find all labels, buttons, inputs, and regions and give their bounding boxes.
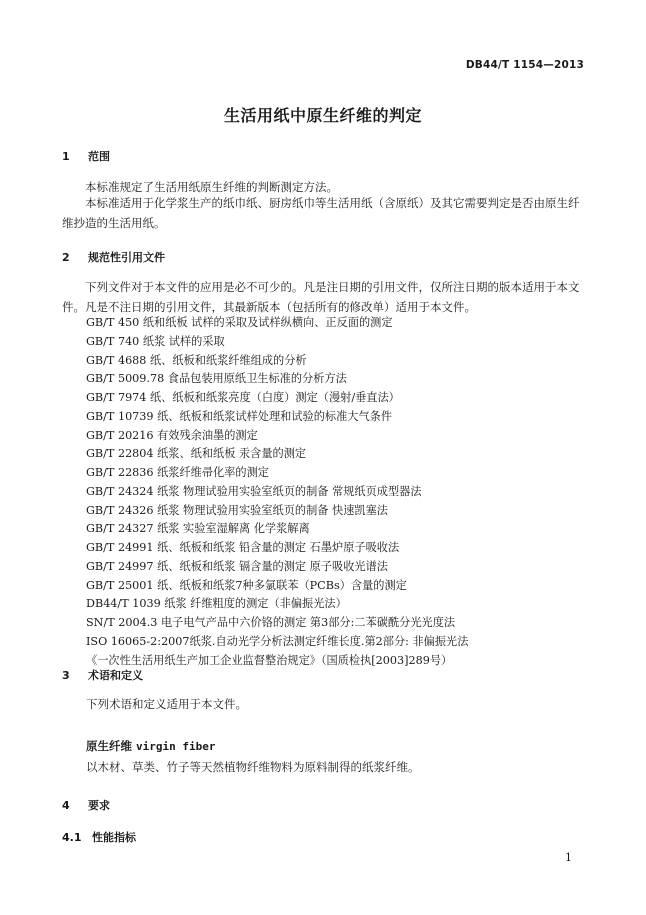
reference-item: ISO 16065-2:2007纸浆.自动光学分析法测定纤维长度.第2部分: 非偏振光法: [86, 634, 469, 648]
section-title: 性能指标: [92, 831, 136, 844]
term-english: virgin fiber: [136, 740, 216, 753]
reference-item: GB/T 22804 纸浆、纸和纸板 汞含量的测定: [86, 447, 307, 461]
reference-item: GB/T 740 纸浆 试样的采取: [86, 334, 225, 348]
page-number: 1: [565, 851, 572, 864]
reference-item: GB/T 24327 纸浆 实验室湿解离 化学浆解离: [86, 522, 310, 536]
reference-item: GB/T 24997 纸、纸板和纸浆 镉含量的测定 原子吸收光谱法: [86, 559, 388, 573]
reference-item: GB/T 22836 纸浆纤维帚化率的测定: [86, 466, 269, 479]
reference-item: GB/T 24991 纸、纸板和纸浆 铅含量的测定 石墨炉原子吸收法: [86, 541, 400, 554]
section-number: 1: [62, 150, 70, 163]
standard-code: DB44/T 1154—2013: [465, 59, 584, 71]
terms-intro: 下列术语和定义适用于本文件。: [86, 697, 247, 711]
section-number: 3: [62, 669, 70, 682]
reference-item: GB/T 7974 纸、纸板和纸浆亮度（白度）测定（漫射/垂直法）: [86, 391, 400, 404]
term-chinese: 原生纤维: [86, 739, 132, 753]
reference-item: GB/T 4688 纸、纸板和纸浆纤维组成的分析: [86, 353, 307, 367]
reference-item: GB/T 24326 纸浆 物理试验用实验室纸页的制备 快速凯塞法: [86, 503, 388, 517]
reference-item: GB/T 24324 纸浆 物理试验用实验室纸页的制备 常规纸页成型器法: [86, 484, 422, 498]
reference-item: GB/T 5009.78 食品包装用原纸卫生标准的分析方法: [86, 372, 347, 386]
scope-paragraph-2: 本标准适用于化学浆生产的纸巾纸、厨房纸巾等生活用纸（含原纸）及其它需要判定是否由原生纤维抄造的生活用纸。: [62, 196, 580, 230]
reference-item: GB/T 10739 纸、纸板和纸浆试样处理和试验的标准大气条件: [86, 409, 393, 423]
section-number: 2: [62, 251, 70, 264]
term-definition: 以木材、草类、竹子等天然植物纤维物料为原料制得的纸浆纤维。: [86, 760, 420, 774]
normative-intro: 下列文件对于本文件的应用是必不可少的。凡是注日期的引用文件，仅所注日期的版本适用于本文件。凡是不注日期的引用文件，其最新版本（包括所有的修改单）适用于本文件。: [62, 280, 580, 314]
section-3-heading: [62, 667, 143, 683]
reference-item: GB/T 20216 有效残余油墨的测定: [86, 428, 258, 442]
reference-list: [86, 314, 468, 670]
section-4-1-heading: [62, 829, 136, 845]
section-title: 规范性引用文件: [88, 251, 165, 264]
section-title: 范围: [88, 150, 110, 163]
reference-item: 《一次性生活用纸生产加工企业监督整治规定》（国质检执[2003]289号）: [86, 653, 453, 667]
section-number: 4.1: [62, 831, 82, 844]
reference-item: GB/T 25001 纸、纸板和纸浆7种多氯联苯（PCBs）含量的测定: [86, 578, 407, 592]
section-title: 要求: [88, 799, 110, 812]
scope-paragraph-1: 本标准规定了生活用纸原生纤维的判断测定方法。: [85, 180, 338, 194]
term-entry: [86, 738, 215, 754]
section-2-heading: [62, 249, 165, 265]
section-4-heading: [62, 797, 110, 813]
section-1-heading: [62, 148, 110, 164]
reference-item: GB/T 450 纸和纸板 试样的采取及试样纵横向、正反面的测定: [86, 316, 393, 329]
reference-item: SN/T 2004.3 电子电气产品中六价铬的测定 第3部分:二苯碳酰分光光度法: [86, 616, 456, 629]
reference-item: DB44/T 1039 纸浆 纤维粗度的测定（非偏振光法）: [86, 597, 347, 611]
section-title: 术语和定义: [88, 669, 143, 682]
section-number: 4: [62, 799, 70, 812]
document-title: 生活用纸中原生纤维的判定: [223, 106, 422, 125]
